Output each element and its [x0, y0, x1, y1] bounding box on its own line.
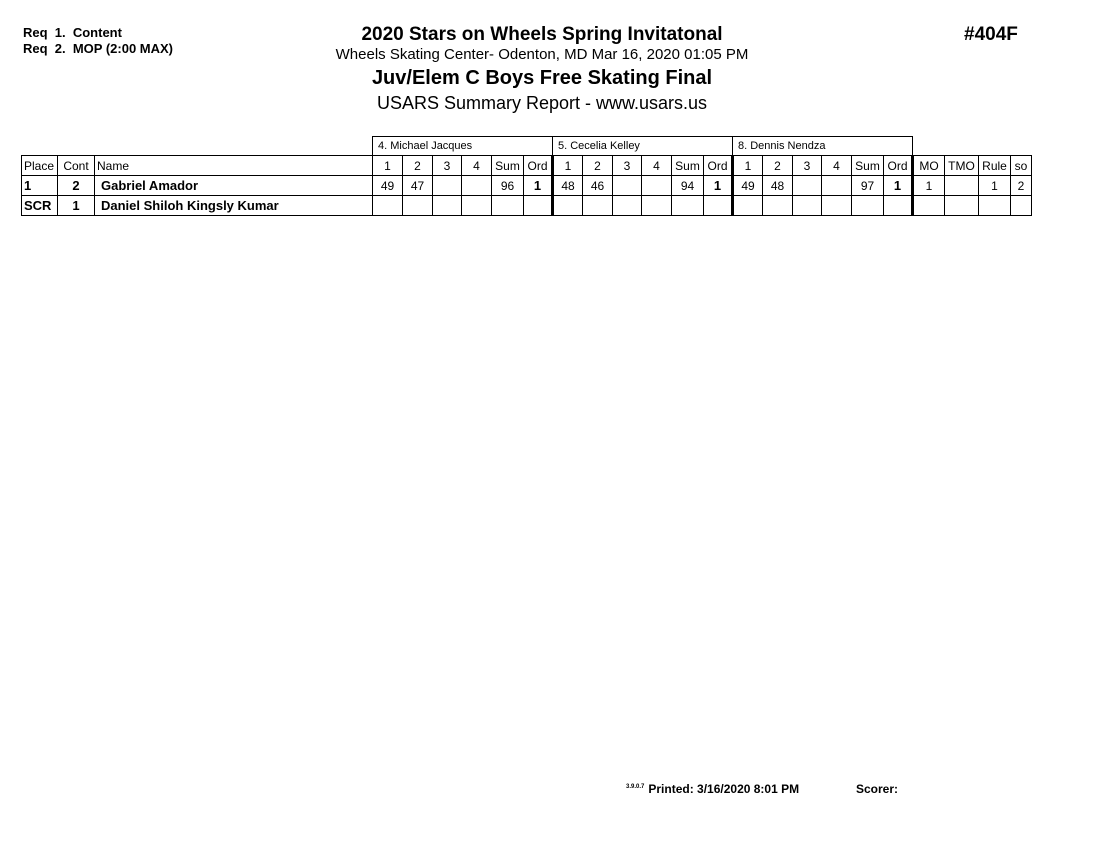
j2-col-4: 4	[642, 156, 672, 176]
ordinal-cell	[524, 196, 553, 216]
column-header-row	[22, 156, 1032, 176]
so-header: so	[1011, 156, 1032, 176]
name-header: Name	[95, 156, 373, 176]
score-cell	[822, 176, 852, 196]
ordinal-cell	[884, 196, 913, 216]
mo-cell: 1	[913, 176, 945, 196]
score-cell	[822, 196, 852, 216]
j1-col-sum: Sum	[492, 156, 524, 176]
j2-col-ord: Ord	[704, 156, 733, 176]
sum-cell	[672, 196, 704, 216]
j2-col-3: 3	[613, 156, 642, 176]
tmo-cell	[945, 196, 979, 216]
place-cell: SCR	[22, 196, 58, 216]
ordinal-cell: 1	[884, 176, 913, 196]
score-cell	[433, 196, 462, 216]
report-header	[250, 24, 834, 114]
j1-col-4: 4	[462, 156, 492, 176]
cont-cell: 2	[58, 176, 95, 196]
score-cell	[642, 196, 672, 216]
sum-cell: 96	[492, 176, 524, 196]
score-cell	[793, 196, 822, 216]
venue-date: Wheels Skating Center- Odenton, MD Mar 16, 2020 01:05 PM	[335, 46, 749, 63]
j2-col-1: 1	[553, 156, 583, 176]
score-cell: 48	[763, 176, 793, 196]
judge-1-header: 4. Michael Jacques	[373, 137, 553, 156]
event-id: #404F	[964, 24, 1018, 45]
score-cell: 49	[373, 176, 403, 196]
scorer-label: Scorer:	[856, 782, 899, 796]
place-cell: 1	[22, 176, 58, 196]
ordinal-cell	[704, 196, 733, 216]
score-cell	[462, 176, 492, 196]
score-cell: 46	[583, 176, 613, 196]
requirement-1: Req 1. Content	[23, 25, 122, 40]
so-cell	[1011, 196, 1032, 216]
sum-cell: 94	[672, 176, 704, 196]
score-cell	[433, 176, 462, 196]
place-header: Place	[22, 156, 58, 176]
requirements-list	[23, 25, 173, 57]
cont-header: Cont	[58, 156, 95, 176]
j3-col-sum: Sum	[852, 156, 884, 176]
mo-cell	[913, 196, 945, 216]
j1-col-3: 3	[433, 156, 462, 176]
skater-name: Daniel Shiloh Kingsly Kumar	[95, 196, 373, 216]
report-name: USARS Summary Report - www.usars.us	[376, 93, 708, 113]
software-version: 3.9.0.7	[626, 784, 645, 790]
rule-cell: 1	[979, 176, 1011, 196]
rule-header: Rule	[979, 156, 1011, 176]
ordinal-cell: 1	[524, 176, 553, 196]
blank-cell	[913, 137, 1032, 156]
requirement-2: Req 2. MOP (2:00 MAX)	[23, 41, 174, 56]
score-cell	[733, 196, 763, 216]
score-cell	[793, 176, 822, 196]
j3-col-ord: Ord	[884, 156, 913, 176]
ordinal-cell: 1	[704, 176, 733, 196]
j2-col-sum: Sum	[672, 156, 704, 176]
score-cell	[583, 196, 613, 216]
sum-cell: 97	[852, 176, 884, 196]
event-name: Juv/Elem C Boys Free Skating Final	[371, 67, 713, 89]
score-cell: 49	[733, 176, 763, 196]
j3-col-4: 4	[822, 156, 852, 176]
score-cell	[373, 196, 403, 216]
j3-col-3: 3	[793, 156, 822, 176]
score-cell: 47	[403, 176, 433, 196]
mo-header: MO	[913, 156, 945, 176]
j1-col-2: 2	[403, 156, 433, 176]
table-row	[22, 196, 1032, 216]
score-cell	[763, 196, 793, 216]
j3-col-2: 2	[763, 156, 793, 176]
printed-timestamp: Printed: 3/16/2020 8:01 PM	[648, 782, 800, 796]
j1-col-ord: Ord	[524, 156, 553, 176]
score-cell	[403, 196, 433, 216]
score-cell	[613, 196, 642, 216]
rule-cell	[979, 196, 1011, 216]
score-cell	[613, 176, 642, 196]
blank-cell	[22, 137, 373, 156]
j1-col-1: 1	[373, 156, 403, 176]
sum-cell	[852, 196, 884, 216]
results-table	[21, 136, 1032, 216]
j2-col-2: 2	[583, 156, 613, 176]
cont-cell: 1	[58, 196, 95, 216]
competition-title: 2020 Stars on Wheels Spring Invitatonal	[361, 24, 723, 45]
score-cell	[553, 196, 583, 216]
tmo-header: TMO	[945, 156, 979, 176]
judge-3-header: 8. Dennis Nendza	[733, 137, 913, 156]
score-cell: 48	[553, 176, 583, 196]
j3-col-1: 1	[733, 156, 763, 176]
judge-2-header: 5. Cecelia Kelley	[553, 137, 733, 156]
score-cell	[642, 176, 672, 196]
tmo-cell	[945, 176, 979, 196]
printed-footer	[626, 782, 799, 796]
skater-name: Gabriel Amador	[95, 176, 373, 196]
judge-header-row	[22, 137, 1032, 156]
table-row	[22, 176, 1032, 196]
score-cell	[462, 196, 492, 216]
sum-cell	[492, 196, 524, 216]
so-cell: 2	[1011, 176, 1032, 196]
